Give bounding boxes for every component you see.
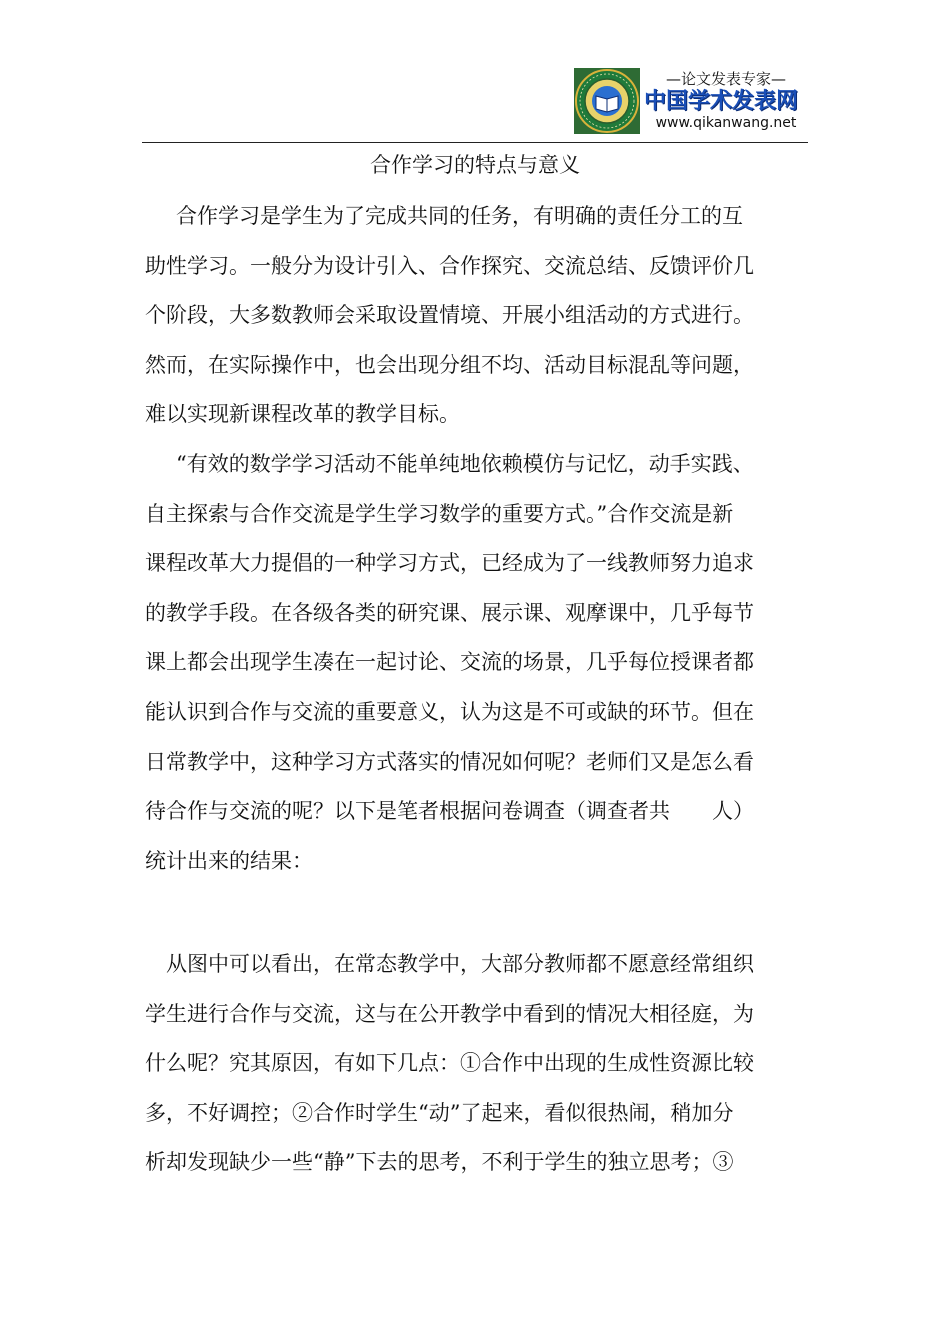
paragraph-line: 合作学习是学生为了完成共同的任务，有明确的责任分工的互 — [176, 204, 743, 228]
paragraph-line: 统计出来的结果： — [145, 848, 313, 873]
paragraph-3 — [145, 940, 797, 1188]
logo-tagline: —论文发表专家— — [665, 70, 786, 88]
site-logo — [574, 68, 810, 134]
paragraph-line: 从图中可以看出，在常态教学中，大部分教师都不愿意经常组织 — [166, 952, 754, 976]
paragraph-line: 析却发现缺少一些“静”下去的思考，不利于学生的独立思考；③ — [145, 1150, 734, 1175]
paragraph-line: 多，不好调控；②合作时学生“动”了起来，看似很热闹，稍加分 — [145, 1100, 734, 1125]
paragraph-line: 能认识到合作与交流的重要意义，认为这是不可或缺的环节。但在 — [145, 699, 754, 724]
paragraph-line: “有效的数学学习活动不能单纯地依赖模仿与记忆，动手实践、 — [176, 452, 754, 476]
header-divider — [142, 142, 808, 143]
paragraph-line: 什么呢？究其原因，有如下几点：①合作中出现的生成性资源比较 — [145, 1051, 754, 1076]
paragraph-line: 然而，在实际操作中，也会出现分组不均、活动目标混乱等问题， — [145, 352, 754, 377]
paragraph-line: 待合作与交流的呢？以下是笔者根据问卷调查（调查者共 人） — [145, 799, 754, 824]
logo-brand-name: 中国学术发表网 — [644, 89, 799, 114]
logo-url: www.qikanwang.net — [655, 115, 797, 131]
paragraph-line: 学生进行合作与交流，这与在公开教学中看到的情况大相径庭，为 — [145, 1001, 754, 1026]
paragraph-line: 自主探索与合作交流是学生学习数学的重要方式。”合作交流是新 — [145, 501, 734, 526]
paragraph-line: 难以实现新课程改革的教学目标。 — [145, 402, 460, 427]
paragraph-line: 的教学手段。在各级各类的研究课、展示课、观摩课中，几乎每节 — [145, 600, 754, 625]
seal-emblem-icon — [574, 68, 640, 134]
paragraph-line: 助性学习。一般分为设计引入、合作探究、交流总结、反馈评价几 — [145, 253, 754, 278]
paragraph-line: 课程改革大力提倡的一种学习方式，已经成为了一线教师努力追求 — [145, 551, 754, 576]
paragraph-line: 个阶段，大多数教师会采取设置情境、开展小组活动的方式进行。 — [145, 303, 754, 328]
paragraph-line: 日常教学中，这种学习方式落实的情况如何呢？老师们又是怎么看 — [145, 749, 754, 774]
document-title: 合作学习的特点与意义 — [370, 153, 580, 177]
paragraph-2 — [145, 440, 797, 886]
paragraph-line: 课上都会出现学生凑在一起讨论、交流的场景，几乎每位授课者都 — [145, 650, 754, 675]
paragraph-1 — [145, 192, 797, 440]
